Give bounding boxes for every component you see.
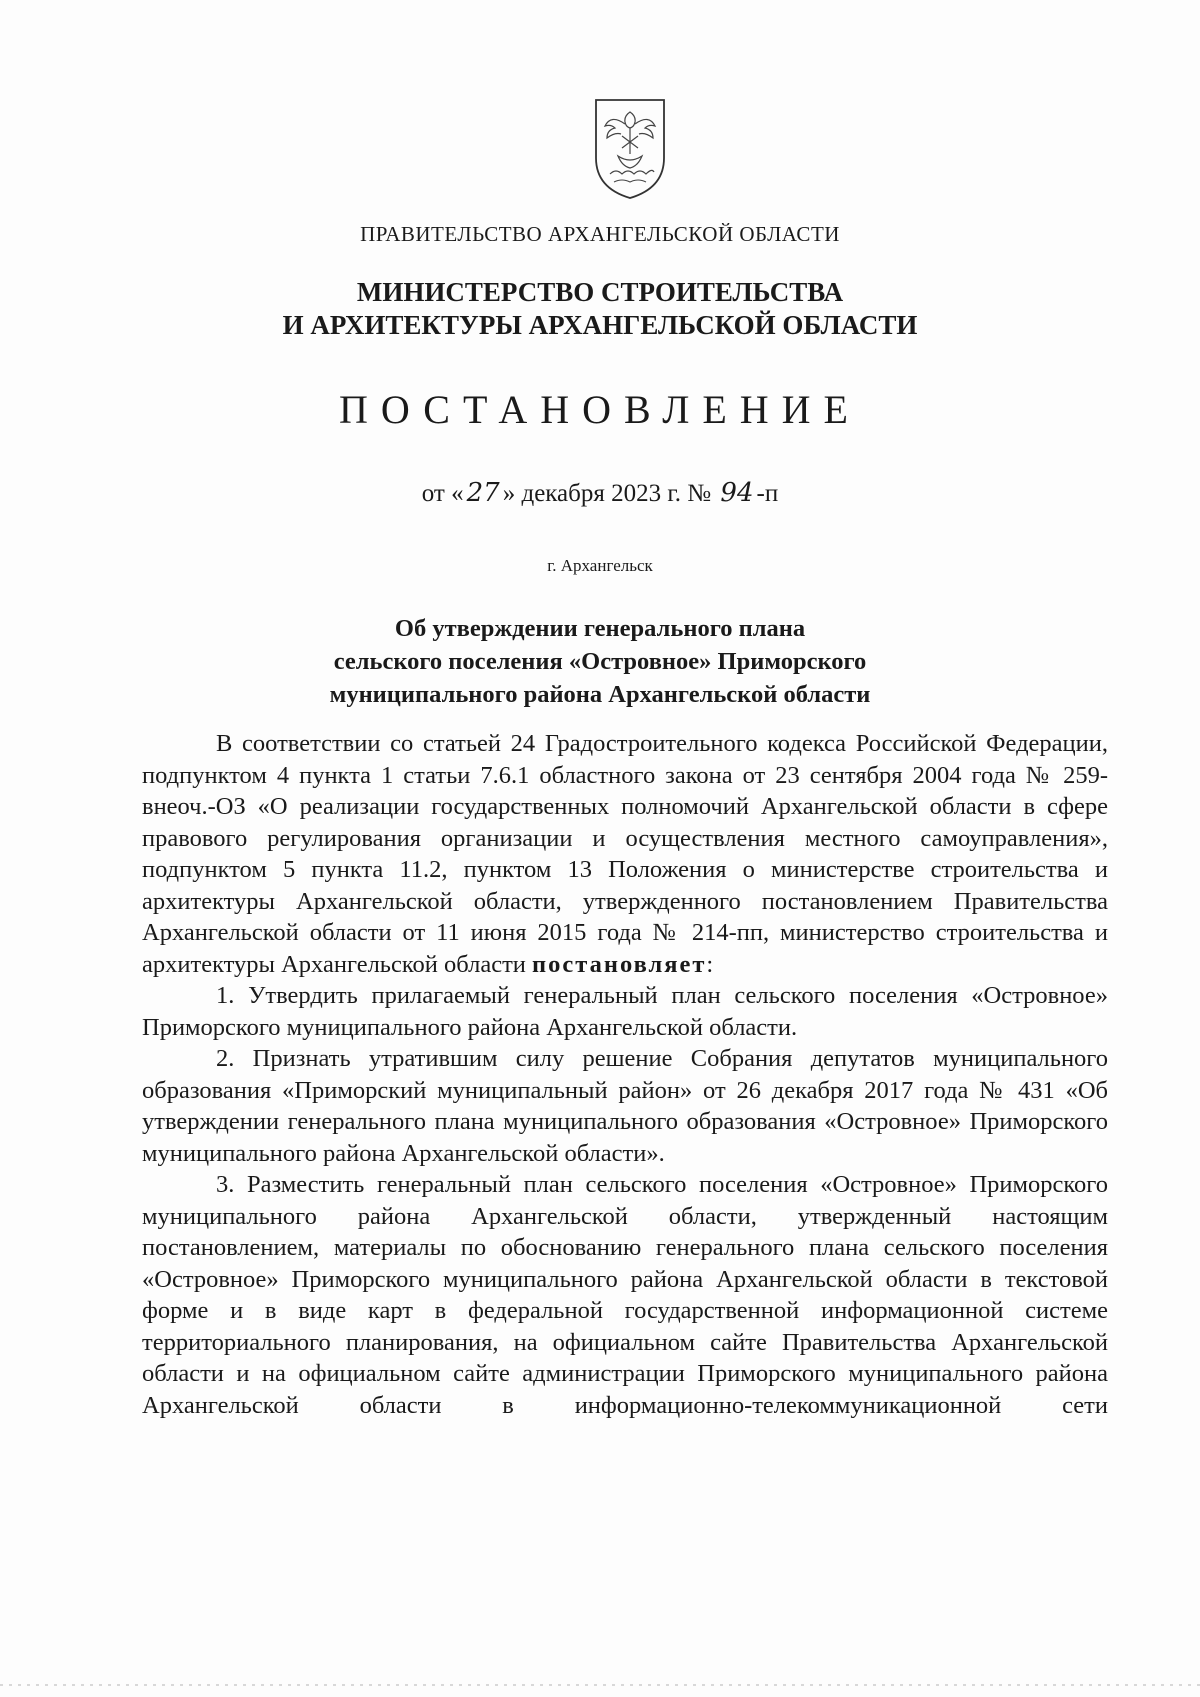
preamble-end: :	[706, 950, 714, 978]
government-name: ПРАВИТЕЛЬСТВО АРХАНГЕЛЬСКОЙ ОБЛАСТИ	[360, 222, 840, 246]
document-type: ПОСТАНОВЛЕНИЕ	[339, 387, 861, 432]
item-3-paragraph: 3. Разместить генеральный план сельского поселения «Островное» Приморского муниципального района Архангельской области, утвержденный настоящим постановлением, материалы по обоснованию генерального плана сельского поселения «Островное» Приморского муниципального района Архангельской области в текстовой форме и в виде карт в федеральной государственной информационной системе территориального планирования, на официальном сайте Правительства Архангельской области и на официальном сайте администрации Приморского муниципального района Архангельской области в информационно-телекоммуникационной сети	[142, 1171, 1108, 1419]
document-date-number	[0, 478, 1200, 508]
document-body	[142, 728, 1108, 1421]
date-day-handwritten: 27	[466, 478, 500, 508]
ministry-name-line-1: МИНИСТЕРСТВО СТРОИТЕЛЬСТВА	[356, 277, 844, 307]
document-number-handwritten: 94	[720, 478, 754, 508]
date-middle: » декабря 2023 г. №	[502, 480, 718, 507]
date-suffix: -п	[756, 480, 779, 507]
preamble-text: В соответствии со статьей 24 Градостроительного кодекса Российской Федерации, подпунктом 4 пункта 1 статьи 7.6.1 областного закона от 23 сентября 2004 года № 259-внеоч.-ОЗ «О реализации государственных полномочий Архангельской области в сфере правового регулирования организации и осуществления местного самоуправления», подпунктом 5 пункта 11.2, пунктом 13 Положения о министерстве строительства и архитектуры Архангельской области, утвержденного постановлением Правительства Архангельской области от 11 июня 2015 года № 214-пп, министерство строительства и архитектуры Архангельской области	[142, 730, 1108, 978]
document-title-line-2: сельского поселения «Островное» Приморского	[333, 648, 867, 675]
document-title-line-3: муниципального района Архангельской области	[329, 681, 871, 708]
preamble-paragraph	[142, 728, 1108, 980]
document-title-line-1: Об утверждении генерального плана	[394, 615, 806, 642]
document-title	[0, 612, 1200, 711]
date-prefix: от «	[421, 480, 464, 507]
ministry-name	[0, 276, 1200, 342]
preamble-emphasis: постановляет	[532, 950, 707, 978]
ministry-name-line-2: И АРХИТЕКТУРЫ АРХАНГЕЛЬСКОЙ ОБЛАСТИ	[282, 310, 918, 340]
item-2-paragraph: 2. Признать утратившим силу решение Собрания депутатов муниципального образования «Приморский муниципальный район» от 26 декабря 2017 года № 431 «Об утверждении генерального плана муниципального образования «Островное» Приморского муниципального района Архангельской области».	[142, 1045, 1108, 1167]
item-1-paragraph: 1. Утвердить прилагаемый генеральный план сельского поселения «Островное» Приморского муниципального района Архангельской области.	[142, 982, 1108, 1041]
city-name: г. Архангельск	[547, 556, 653, 575]
coat-of-arms-icon	[592, 96, 668, 202]
scan-edge-divider	[0, 1684, 1200, 1686]
